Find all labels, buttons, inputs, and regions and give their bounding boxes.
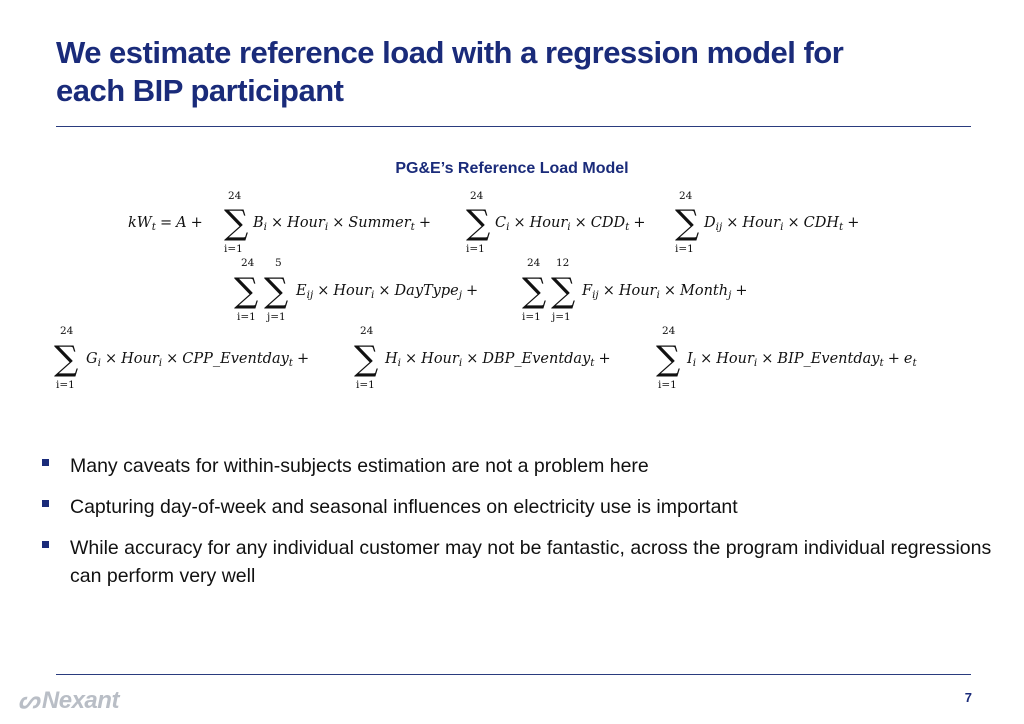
sum-symbol: ∑ <box>656 339 681 379</box>
sum-symbol: ∑ <box>54 339 79 379</box>
eq-term-d: $D_{ij}$ × Hour$_i$ × $CDH_t$ + <box>704 215 860 233</box>
eq-term-i: $I_i$ × Hour$_i$ × BIP_Eventday$_t$ + $e_t$ <box>687 351 917 369</box>
sum-lower: i=1 <box>224 243 243 255</box>
swirl-icon: ᔕ <box>18 687 39 714</box>
sum-lower: i=1 <box>356 379 375 391</box>
bullet-square-icon <box>42 500 49 507</box>
sum-symbol: ∑ <box>264 271 289 311</box>
sum-lower: i=1 <box>522 311 541 323</box>
sum-upper: 5 <box>275 257 282 269</box>
bullet-text: While accuracy for any individual customer may not be fantastic, across the program individual regressions can perform very well <box>70 537 992 587</box>
sum-lower: i=1 <box>237 311 256 323</box>
sum-symbol: ∑ <box>522 271 547 311</box>
title-line-2: each BIP participant <box>56 73 344 108</box>
eq-term-g: $G_i$ × Hour$_i$ × CPP_Eventday$_t$ + <box>86 351 310 369</box>
bullet-square-icon <box>42 541 49 548</box>
eq-term-h: $H_i$ × Hour$_i$ × DBP_Eventday$_t$ + <box>385 351 611 369</box>
bullet-list <box>42 452 992 603</box>
sum-lower: i=1 <box>56 379 75 391</box>
bullet-square-icon <box>42 459 49 466</box>
sum-symbol: ∑ <box>224 203 249 243</box>
sum-upper: 24 <box>679 190 693 202</box>
footer-divider <box>56 674 971 675</box>
slide-title <box>56 34 956 110</box>
sum-symbol: ∑ <box>675 203 700 243</box>
sum-upper: 24 <box>241 257 255 269</box>
sum-symbol: ∑ <box>234 271 259 311</box>
model-title: PG&E’s Reference Load Model <box>395 160 629 177</box>
sum-upper: 24 <box>662 325 676 337</box>
sum-upper: 24 <box>360 325 374 337</box>
eq-term-e: $E_{ij}$ × Hour$_i$ × DayType$_j$ + <box>296 283 479 301</box>
sum-upper: 24 <box>527 257 541 269</box>
sum-upper: 12 <box>556 257 570 269</box>
sum-symbol: ∑ <box>354 339 379 379</box>
list-item <box>42 452 992 480</box>
title-divider <box>56 126 971 127</box>
sum-lower: i=1 <box>675 243 694 255</box>
sum-upper: 24 <box>60 325 74 337</box>
nexant-logo: ᔕ Nexant <box>18 687 119 714</box>
eq-term-b: $B_i$ × Hour$_i$ × Summer$_t$ + <box>253 215 432 233</box>
sum-upper: 24 <box>470 190 484 202</box>
page-number: 7 <box>964 690 972 705</box>
sum-upper: 24 <box>228 190 242 202</box>
sum-lower: j=1 <box>267 311 286 323</box>
bullet-text: Many caveats for within-subjects estimation are not a problem here <box>70 455 649 477</box>
bullet-text: Capturing day-of-week and seasonal influences on electricity use is important <box>70 496 738 518</box>
eq-term-c: $C_i$ × Hour$_i$ × $CDD_t$ + <box>495 215 646 233</box>
sum-symbol: ∑ <box>466 203 491 243</box>
title-line-1: We estimate reference load with a regression model for <box>56 35 844 70</box>
eq-lhs: $kW_t = A$ + <box>128 215 203 233</box>
sum-lower: i=1 <box>466 243 485 255</box>
list-item <box>42 534 992 590</box>
sum-lower: j=1 <box>552 311 571 323</box>
list-item <box>42 493 992 521</box>
eq-term-f: $F_{ij}$ × Hour$_i$ × Month$_j$ + <box>582 283 748 301</box>
sum-symbol: ∑ <box>551 271 576 311</box>
sum-lower: i=1 <box>658 379 677 391</box>
